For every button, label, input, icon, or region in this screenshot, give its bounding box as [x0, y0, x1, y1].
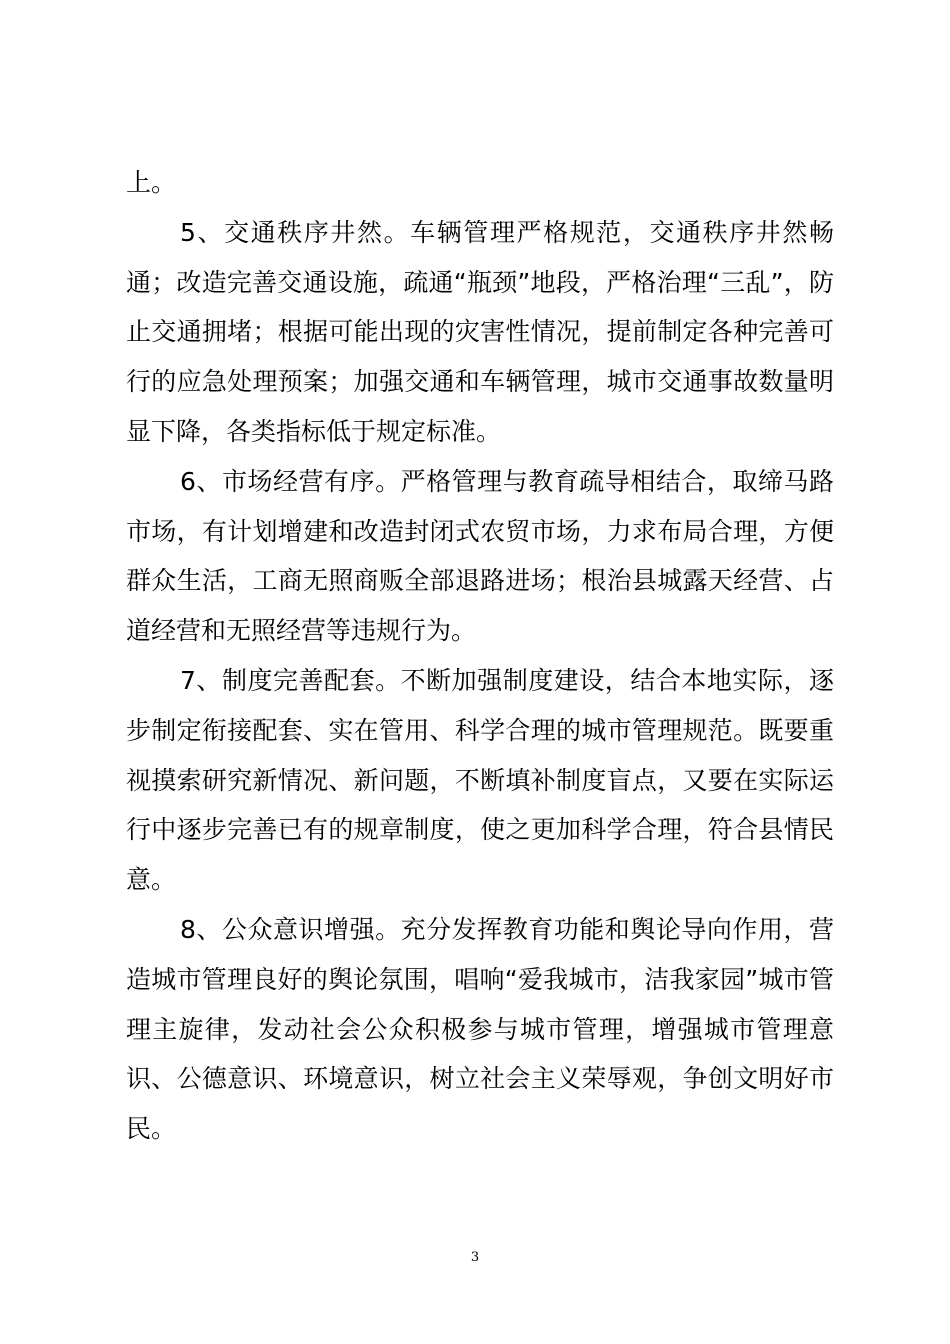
paragraph-item-6: 6、市场经营有序。严格管理与教育疏导相结合，取缔马路市场，有计划增建和改造封闭式农贸市场，力求布局合理，方便群众生活，工商无照商贩全部退路进场；根治县城露天经营、占道经营和无照经营等违规行为。 — [126, 466, 834, 646]
paragraph-continuation: 上。 — [126, 168, 177, 197]
page-number: 3 — [470, 1250, 480, 1265]
paragraph-item-7: 7、制度完善配套。不断加强制度建设，结合本地实际，逐步制定衔接配套、实在管用、科学合理的城市管理规范。既要重视摸索研究新情况、新问题，不断填补制度盲点，又要在实际运行中逐步完善已有的规章制度，使之更加科学合理，符合县情民意。 — [126, 665, 834, 895]
paragraph-item-8: 8、公众意识增强。充分发挥教育功能和舆论导向作用，营造城市管理良好的舆论氛围，唱响“爱我城市，洁我家园”城市管理主旋律，发动社会公众积极参与城市管理，增强城市管理意识、公德意识、环境意识，树立社会主义荣辱观，争创文明好市民。 — [126, 914, 834, 1144]
paragraph-item-5: 5、交通秩序井然。车辆管理严格规范，交通秩序井然畅通；改造完善交通设施，疏通“瓶颈”地段，严格治理“三乱”，防止交通拥堵；根据可能出现的灾害性情况，提前制定各种完善可行的应急处理预案；加强交通和车辆管理，城市交通事故数量明显下降，各类指标低于规定标准。 — [126, 217, 834, 446]
body-text — [126, 158, 834, 1154]
